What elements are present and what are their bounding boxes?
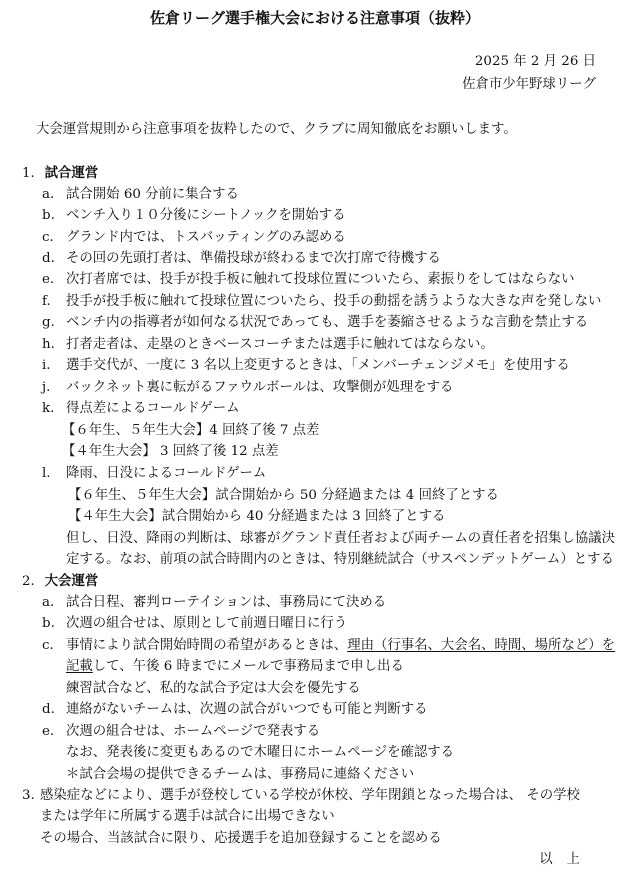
list-item bbox=[42, 614, 347, 634]
item-letter: l. bbox=[42, 466, 51, 481]
intro-text: 大会運営規則から注意事項を抜粋したので、クラブに周知徹底をお願いします。 bbox=[36, 122, 517, 137]
item-text: 降雨、日没によるコールドゲーム bbox=[66, 466, 267, 481]
sub-line: 但し、日没、降雨の判断は、球審がグランド責任者および両チームの責任者を招集し協議決 bbox=[66, 531, 616, 546]
item-text: 得点差によるコールドゲーム bbox=[66, 401, 240, 416]
sub-line: 定する。なお、前項の試合時間内のときは、特別継続試合（サスペンデットゲーム）とする bbox=[66, 552, 614, 567]
sub-line bbox=[66, 657, 404, 677]
item-letter: f. bbox=[42, 294, 51, 309]
item-text: 連絡がないチームは、次週の試合がいつでも可能と判断する bbox=[66, 702, 428, 717]
list-item bbox=[42, 185, 239, 205]
item-text: して、午後 6 時までにメールで事務局まで申し出る bbox=[92, 659, 404, 674]
sub-line: 【６年生、５年生大会】4 回終了後 7 点差 bbox=[62, 423, 320, 438]
sub-line: 【４年生大会】試合開始から 40 分経過または 3 回終了とする bbox=[68, 509, 446, 524]
item-text: 投手が投手板に触れて投球位置についたら、投手の動揺を誘うような大きな声を発しない bbox=[66, 294, 602, 309]
item-text: 次週の組合せは、ホームページで発表する bbox=[66, 724, 321, 739]
item-letter: c. bbox=[42, 638, 54, 653]
list-item bbox=[42, 378, 453, 398]
list-item bbox=[42, 270, 575, 290]
item-letter: a. bbox=[42, 187, 55, 202]
item-letter: c. bbox=[42, 230, 54, 245]
sub-line: なお、発表後に変更もあるので木曜日にホームページを確認する bbox=[66, 745, 455, 760]
section-number: 2. bbox=[22, 574, 35, 589]
item-text: 次打者席では、投手が投手板に触れて投球位置についたら、素振りをしてはならない bbox=[66, 272, 575, 287]
document-date: 2025 年 2 月 26 日 bbox=[474, 54, 596, 69]
section-title: 大会運営 bbox=[44, 573, 99, 589]
item-letter: d. bbox=[42, 702, 55, 717]
section-2-heading bbox=[22, 571, 98, 592]
list-item bbox=[42, 206, 345, 226]
item-text: 打者走者は、走塁のときベースコーチまたは選手に触れてはならない。 bbox=[66, 337, 494, 352]
item-letter: k. bbox=[42, 401, 55, 416]
list-item bbox=[42, 228, 346, 248]
sub-line: 【４年生大会】 3 回終了後 12 点差 bbox=[62, 444, 279, 459]
list-item bbox=[42, 700, 428, 720]
section-1-heading bbox=[22, 163, 98, 184]
section-3-line: または学年に所属する選手は試合に出場できない bbox=[40, 809, 335, 824]
section-number: 1. bbox=[22, 166, 35, 181]
item-text: 試合日程、審判ローテイションは、事務局にて決める bbox=[66, 595, 387, 610]
item-letter: e. bbox=[42, 724, 55, 739]
item-text: 事情により試合開始時間の希望があるときは、 bbox=[66, 638, 348, 653]
section-text: 感染症などにより、選手が登校している学校が休校、学年閉鎖となった場合は、 その学校 bbox=[40, 788, 580, 803]
item-text: グランド内では、トスバッティングのみ認める bbox=[66, 230, 346, 245]
item-text: その回の先頭打者は、準備投球が終わるまで次打席で待機する bbox=[66, 251, 441, 266]
list-item bbox=[42, 593, 386, 613]
item-letter: b. bbox=[42, 208, 55, 223]
item-letter: d. bbox=[42, 251, 55, 266]
sub-line: 練習試合など、私的な試合予定は大会を優先する bbox=[66, 681, 361, 696]
document-title: 佐倉リーグ選手権大会における注意事項（抜粋） bbox=[149, 9, 480, 27]
list-item bbox=[42, 722, 320, 742]
item-text: 次週の組合せは、原則として前週日曜日に行う bbox=[66, 616, 348, 631]
organization-name: 佐倉市少年野球リーグ bbox=[462, 77, 596, 92]
item-letter: e. bbox=[42, 272, 55, 287]
list-item bbox=[42, 292, 601, 312]
item-letter: g. bbox=[42, 315, 55, 330]
closing-mark: 以上 bbox=[539, 852, 594, 867]
section-3-line bbox=[22, 786, 580, 806]
section-3-line: その場合、当該試合に限り、応援選手を追加登録することを認める bbox=[40, 831, 442, 846]
item-letter: h. bbox=[42, 337, 55, 352]
underlined-text: 理由（行事名、大会名、時間、場所など）を bbox=[347, 638, 616, 653]
item-letter: a. bbox=[42, 595, 55, 610]
section-title: 試合運営 bbox=[44, 165, 99, 181]
list-item bbox=[42, 356, 570, 376]
item-text: バックネット裏に転がるファウルボールは、攻撃側が処理をする bbox=[66, 380, 454, 395]
list-item bbox=[42, 399, 240, 419]
section-number: 3. bbox=[22, 788, 35, 803]
item-letter: j. bbox=[42, 380, 51, 395]
sub-line: ＊試合会場の提供できるチームは、事務局に連絡ください bbox=[66, 767, 415, 782]
list-item bbox=[42, 313, 588, 333]
item-letter: i. bbox=[42, 358, 51, 373]
item-letter: b. bbox=[42, 616, 55, 631]
item-text: 試合開始 60 分前に集合する bbox=[66, 187, 239, 202]
list-item bbox=[42, 636, 615, 656]
list-item bbox=[42, 335, 494, 355]
list-item bbox=[42, 249, 441, 269]
sub-line: 【６年生、５年生大会】試合開始から 50 分経過または 4 回終了とする bbox=[68, 488, 499, 503]
item-text: ベンチ入り１０分後にシートノックを開始する bbox=[66, 208, 346, 223]
underlined-text: 記載 bbox=[66, 659, 93, 674]
item-text: 選手交代が、一度に 3 名以上変更するときは、「メンバーチェンジメモ」を使用する bbox=[66, 358, 570, 373]
list-item bbox=[42, 464, 266, 484]
item-text: ベンチ内の指導者が如何なる状況であっても、選手を萎縮させるような言動を禁止する bbox=[66, 315, 589, 330]
